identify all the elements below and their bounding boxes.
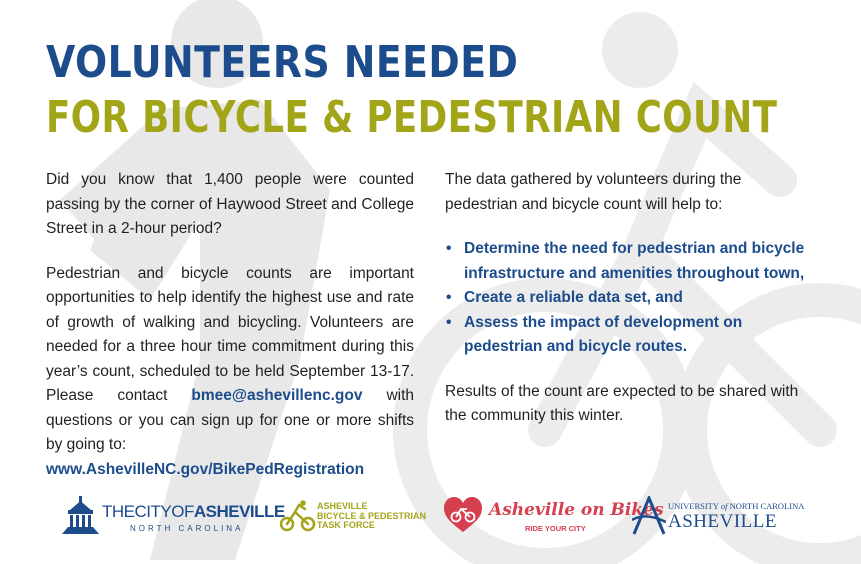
registration-url-link[interactable]: www.AshevilleNC.gov/BikePedRegistration (46, 460, 365, 478)
results-paragraph: Results of the count are expected to be shared with the community this winter. (445, 382, 799, 424)
task-force-line-3: TASK FORCE (317, 520, 375, 530)
unca-line-2: ASHEVILLE (668, 511, 777, 532)
purpose-intro: The data gathered by volunteers during the pedestrian and bicycle count will help to: (445, 171, 742, 213)
purpose-item: • Determine the need for pedestrian and bicycle infrastructure and amenities throughout town, (445, 237, 815, 286)
city-of-asheville-logo (62, 488, 285, 548)
city-logo-name: ASHEVILLE (193, 502, 285, 521)
city-logo-subtitle: NORTH CAROLINA (130, 524, 244, 533)
sponsor-logos (0, 488, 861, 548)
purpose-item: • Create a reliable data set, and (445, 286, 815, 311)
unca-line-1a: UNIVERSITY (668, 501, 719, 511)
task-force-line-1: ASHEVILLE (317, 501, 368, 511)
headline-line-2: FOR BICYCLE & PEDESTRIAN COUNT (46, 92, 778, 143)
asheville-on-bikes-logo (443, 488, 664, 548)
bikes-logo-name: Asheville on Bikes (489, 500, 664, 520)
left-column (46, 168, 414, 502)
signup-text: with questions or you can sign up for one or more shifts by going to: (46, 387, 415, 453)
unca-line-1b: NORTH CAROLINA (729, 501, 805, 511)
bikes-logo-tagline: RIDE YOUR CITY (525, 524, 586, 533)
volunteer-paragraph (46, 262, 414, 483)
right-column (445, 168, 815, 429)
city-hall-icon (62, 496, 100, 536)
city-logo-prefix: THECITYOF (102, 502, 194, 521)
task-force-logo (280, 488, 435, 548)
volunteer-text: Pedestrian and bicycle counts are important opportunities to help identify the highest use and rate of growth of walking and bicycling. Volunteers are needed for a three hour time commitment during this year’s count, scheduled to be held September 13-17. Please contact (46, 264, 414, 404)
unca-line-1-of: of (720, 501, 728, 511)
purpose-item: • Assess the impact of development on pedestrian and bicycle routes. (445, 311, 815, 360)
heart-bike-icon (443, 497, 483, 533)
unc-asheville-logo (632, 488, 807, 548)
contact-email-link[interactable]: bmee@ashevillenc.gov (191, 387, 363, 404)
cyclist-icon (280, 500, 316, 534)
task-force-line-2: BICYCLE & PEDESTRIAN (317, 510, 427, 521)
purpose-list (445, 237, 815, 360)
unca-a-icon (632, 496, 666, 536)
headline-line-1: VOLUNTEERS NEEDED (46, 37, 519, 88)
intro-paragraph: Did you know that 1,400 people were counted passing by the corner of Haywood Street and College Street in a 2-hour period? (46, 171, 414, 237)
